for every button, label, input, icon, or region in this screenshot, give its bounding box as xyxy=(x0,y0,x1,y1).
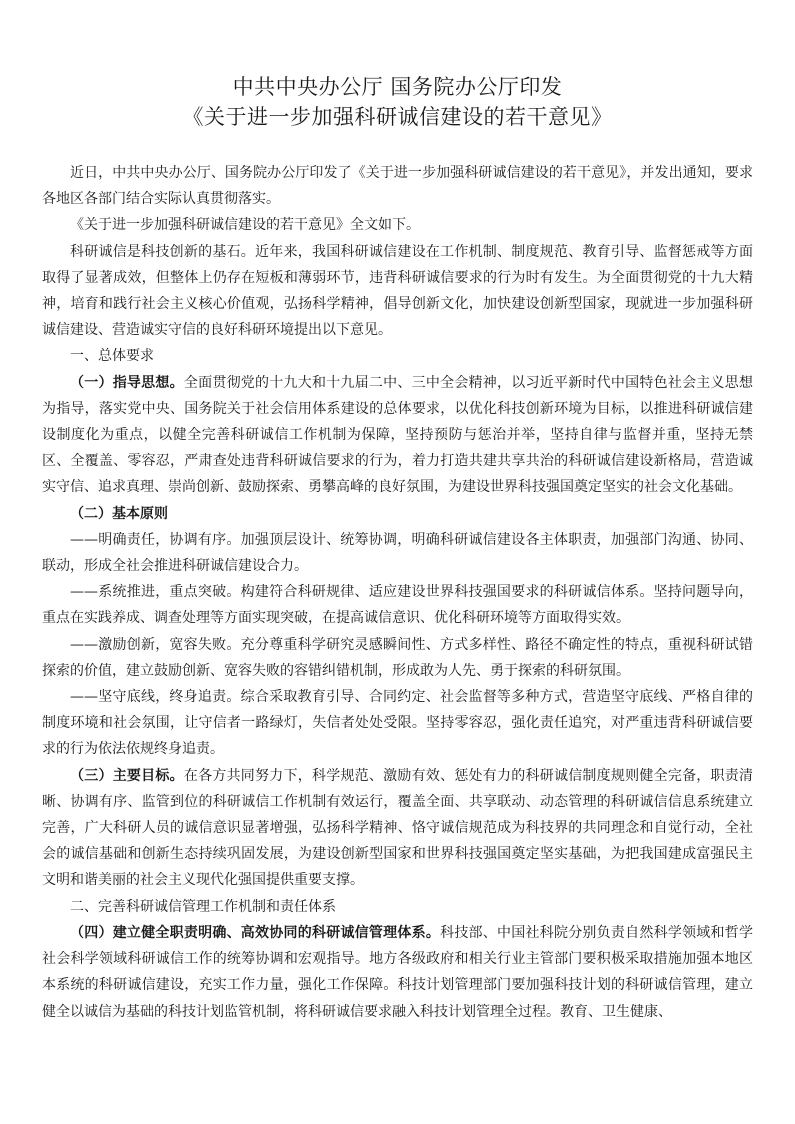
paragraph-body: 全面贯彻党的十九大和十九届二中、三中全会精神，以习近平新时代中国特色社会主义思想为指导，落实党中央、国务院关于社会信用体系建设的总体要求，以优化科技创新环境为目标，以推进科研诚信建设制度化为重点，以健全完善科研诚信工作机制为保障，坚持预防与惩治并举，坚持自律与监督并重，坚持无禁区、全覆盖、零容忍，严肃查处违背科研诚信要求的行为，着力打造共建共享共治的科研诚信建设新格局，营造诚实守信、追求真理、崇尚创新、鼓励探索、勇攀高峰的良好氛围，为建设世界科技强国奠定坚实的社会文化基础。 xyxy=(42,374,754,496)
paragraph-fulltext-note: 《关于进一步加强科研诚信建设的若干意见》全文如下。 xyxy=(70,217,420,234)
paragraph-main-goals xyxy=(42,763,753,894)
paragraph-basic-principles xyxy=(42,501,753,527)
paragraph-body: 在各方共同努力下，科学规范、激励有效、惩处有力的科研诚信制度规则健全完备，职责清晰、协调有序、监管到位的科研诚信工作机制有效运行，覆盖全面、共享联动、动态管理的科研诚信信息系统建立完善，广大科研人员的诚信意识显著增强，弘扬科学精神、恪守诚信规范成为科技界的共同理念和自觉行动，全社会的诚信基础和创新生态持续巩固发展，为建设创新型国家和世界科技强国奠定坚实基础，为把我国建成富强民主文明和谐美丽的社会主义现代化强国提供重要支撑。 xyxy=(42,767,754,889)
paragraph-lead: （四）建立健全职责明确、高效协同的科研诚信管理体系。 xyxy=(70,924,441,941)
paragraph-principle-1: ——明确责任，协调有序。加强顶层设计、统筹协调，明确科研诚信建设各主体职责，加强部门沟通、协同、联动，形成全社会推进科研诚信建设合力。 xyxy=(42,531,753,575)
paragraph-preamble: 科研诚信是科技创新的基石。近年来，我国科研诚信建设在工作机制、制度规范、教育引导、监督惩戒等方面取得了显著成效，但整体上仍存在短板和薄弱环节，违背科研诚信要求的行为时有发生。为全面贯彻党的十九大精神，培育和践行社会主义核心价值观，弘扬科学精神，倡导创新文化，加快建设创新型国家，现就进一步加强科研诚信建设、营造诚实守信的良好科研环境提出以下意见。 xyxy=(42,243,753,339)
paragraph-body: 科技部、中国社科院分别负责自然科学领域和哲学社会科学领域科研诚信工作的统筹协调和宏观指导。地方各级政府和相关行业主管部门要积极采取措施加强本地区本系统的科研诚信建设，充实工作力量，强化工作保障。科技计划管理部门要加强科技计划的科研诚信管理，建立健全以诚信为基础的科技计划监管机制，将科研诚信要求融入科技计划管理全过程。教育、卫生健康、 xyxy=(42,924,754,1020)
paragraph-lead: （一）指导思想。 xyxy=(70,374,184,391)
section-heading-2: 二、完善科研诚信管理工作机制和责任体系 xyxy=(70,898,336,915)
paragraph-principle-4: ——坚守底线，终身追责。综合采取教育引导、合同约定、社会监督等多种方式，营造坚守底线、严格自律的制度环境和社会氛围，让守信者一路绿灯，失信者处处受限。坚持零容忍，强化责任追究，对严重违背科研诚信要求的行为依法依规终身追责。 xyxy=(42,689,753,758)
section-heading-1: 一、总体要求 xyxy=(70,348,154,365)
paragraph-management-system xyxy=(42,920,753,1025)
document-title-line2: 《关于进一步加强科研诚信建设的若干意见》 xyxy=(182,105,613,129)
document-title-line1: 中共中央办公厅 国务院办公厅印发 xyxy=(232,75,563,99)
paragraph-principle-3: ——激励创新，宽容失败。充分尊重科学研究灵感瞬间性、方式多样性、路径不确定性的特点，重视科研试错探索的价值，建立鼓励创新、宽容失败的容错纠错机制，形成敢为人先、勇于探索的科研氛围。 xyxy=(42,636,753,679)
paragraph-principle-2: ——系统推进，重点突破。构建符合科研规律、适应建设世界科技强国要求的科研诚信体系。坚持问题导向，重点在实践养成、调查处理等方面实现突破，在提高诚信意识、优化科研环境等方面取得实效。 xyxy=(42,584,753,627)
paragraph-guiding-thought xyxy=(42,370,753,501)
paragraph-lead: （三）主要目标。 xyxy=(70,767,184,784)
paragraph-lead: （二）基本原则 xyxy=(70,505,168,522)
paragraph-intro: 近日，中共中央办公厅、国务院办公厅印发了《关于进一步加强科研诚信建设的若干意见》，并发出通知，要求各地区各部门结合实际认真贯彻落实。 xyxy=(42,165,753,208)
